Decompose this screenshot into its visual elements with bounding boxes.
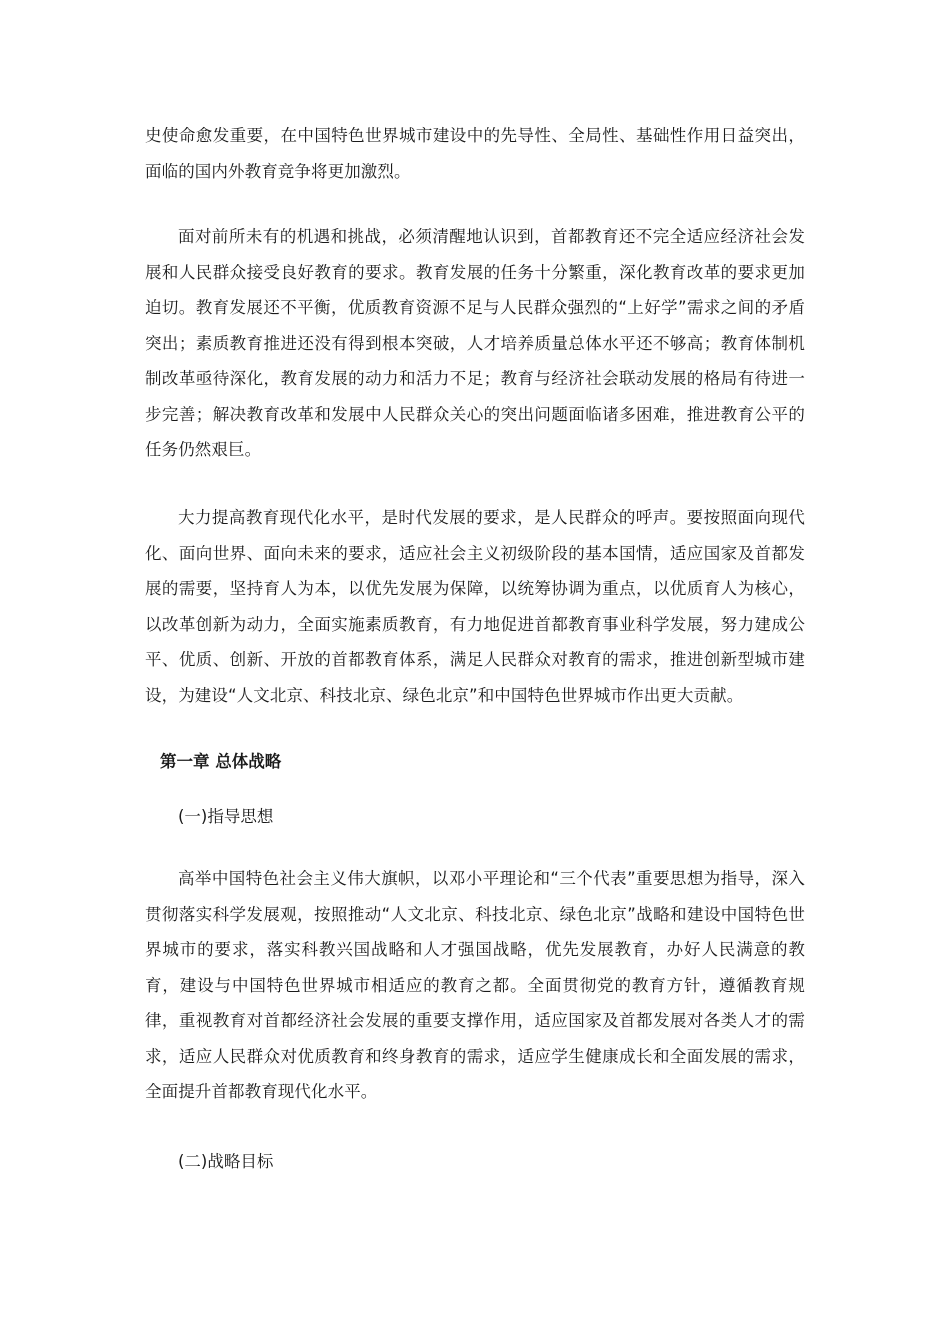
paragraph-1: 史使命愈发重要，在中国特色世界城市建设中的先导性、全局性、基础性作用日益突出，面临的国内外教育竞争将更加激烈。 [145, 126, 805, 181]
chapter-title: 第一章 总体战略 [160, 752, 282, 771]
paragraph-3: 大力提高教育现代化水平，是时代发展的要求，是人民群众的呼声。要按照面向现代化、面向世界、面向未来的要求，适应社会主义初级阶段的基本国情，适应国家及首都发展的需要，坚持育人为本，以优先发展为保障，以统筹协调为重点，以优质育人为核心，以改革创新为动力，全面实施素质教育，有力地促进首都教育事业科学发展，努力建成公平、优质、创新、开放的首都教育体系，满足人民群众对教育的需求，推进创新型城市建设，为建设“人文北京、科技北京、绿色北京”和中国特色世界城市作出更大贡献。 [145, 508, 805, 705]
paragraph-2: 面对前所未有的机遇和挑战，必须清醒地认识到，首都教育还不完全适应经济社会发展和人民群众接受良好教育的要求。教育发展的任务十分繁重，深化教育改革的要求更加迫切。教育发展还不平衡，优质教育资源不足与人民群众强烈的“上好学”需求之间的矛盾突出；素质教育推进还没有得到根本突破，人才培养质量总体水平还不够高；教育体制机制改革亟待深化，教育发展的动力和活力不足；教育与经济社会联动发展的格局有待进一步完善；解决教育改革和发展中人民群众关心的突出问题面临诸多困难，推进教育公平的任务仍然艰巨。 [145, 227, 805, 459]
section-title-strategic-goals: (二)战略目标 [178, 1152, 274, 1171]
section-title-guiding-thought: (一)指导思想 [178, 807, 274, 826]
paragraph-4: 高举中国特色社会主义伟大旗帜，以邓小平理论和“三个代表”重要思想为指导，深入贯彻落实科学发展观，按照推动“人文北京、科技北京、绿色北京”战略和建设中国特色世界城市的要求，落实科教兴国战略和人才强国战略，优先发展教育，办好人民满意的教育，建设与中国特色世界城市相适应的教育之都。全面贯彻党的教育方针，遵循教育规律，重视教育对首都经济社会发展的重要支撑作用，适应国家及首都发展对各类人才的需求，适应人民群众对优质教育和终身教育的需求，适应学生健康成长和全面发展的需求，全面提升首都教育现代化水平。 [145, 869, 805, 1101]
